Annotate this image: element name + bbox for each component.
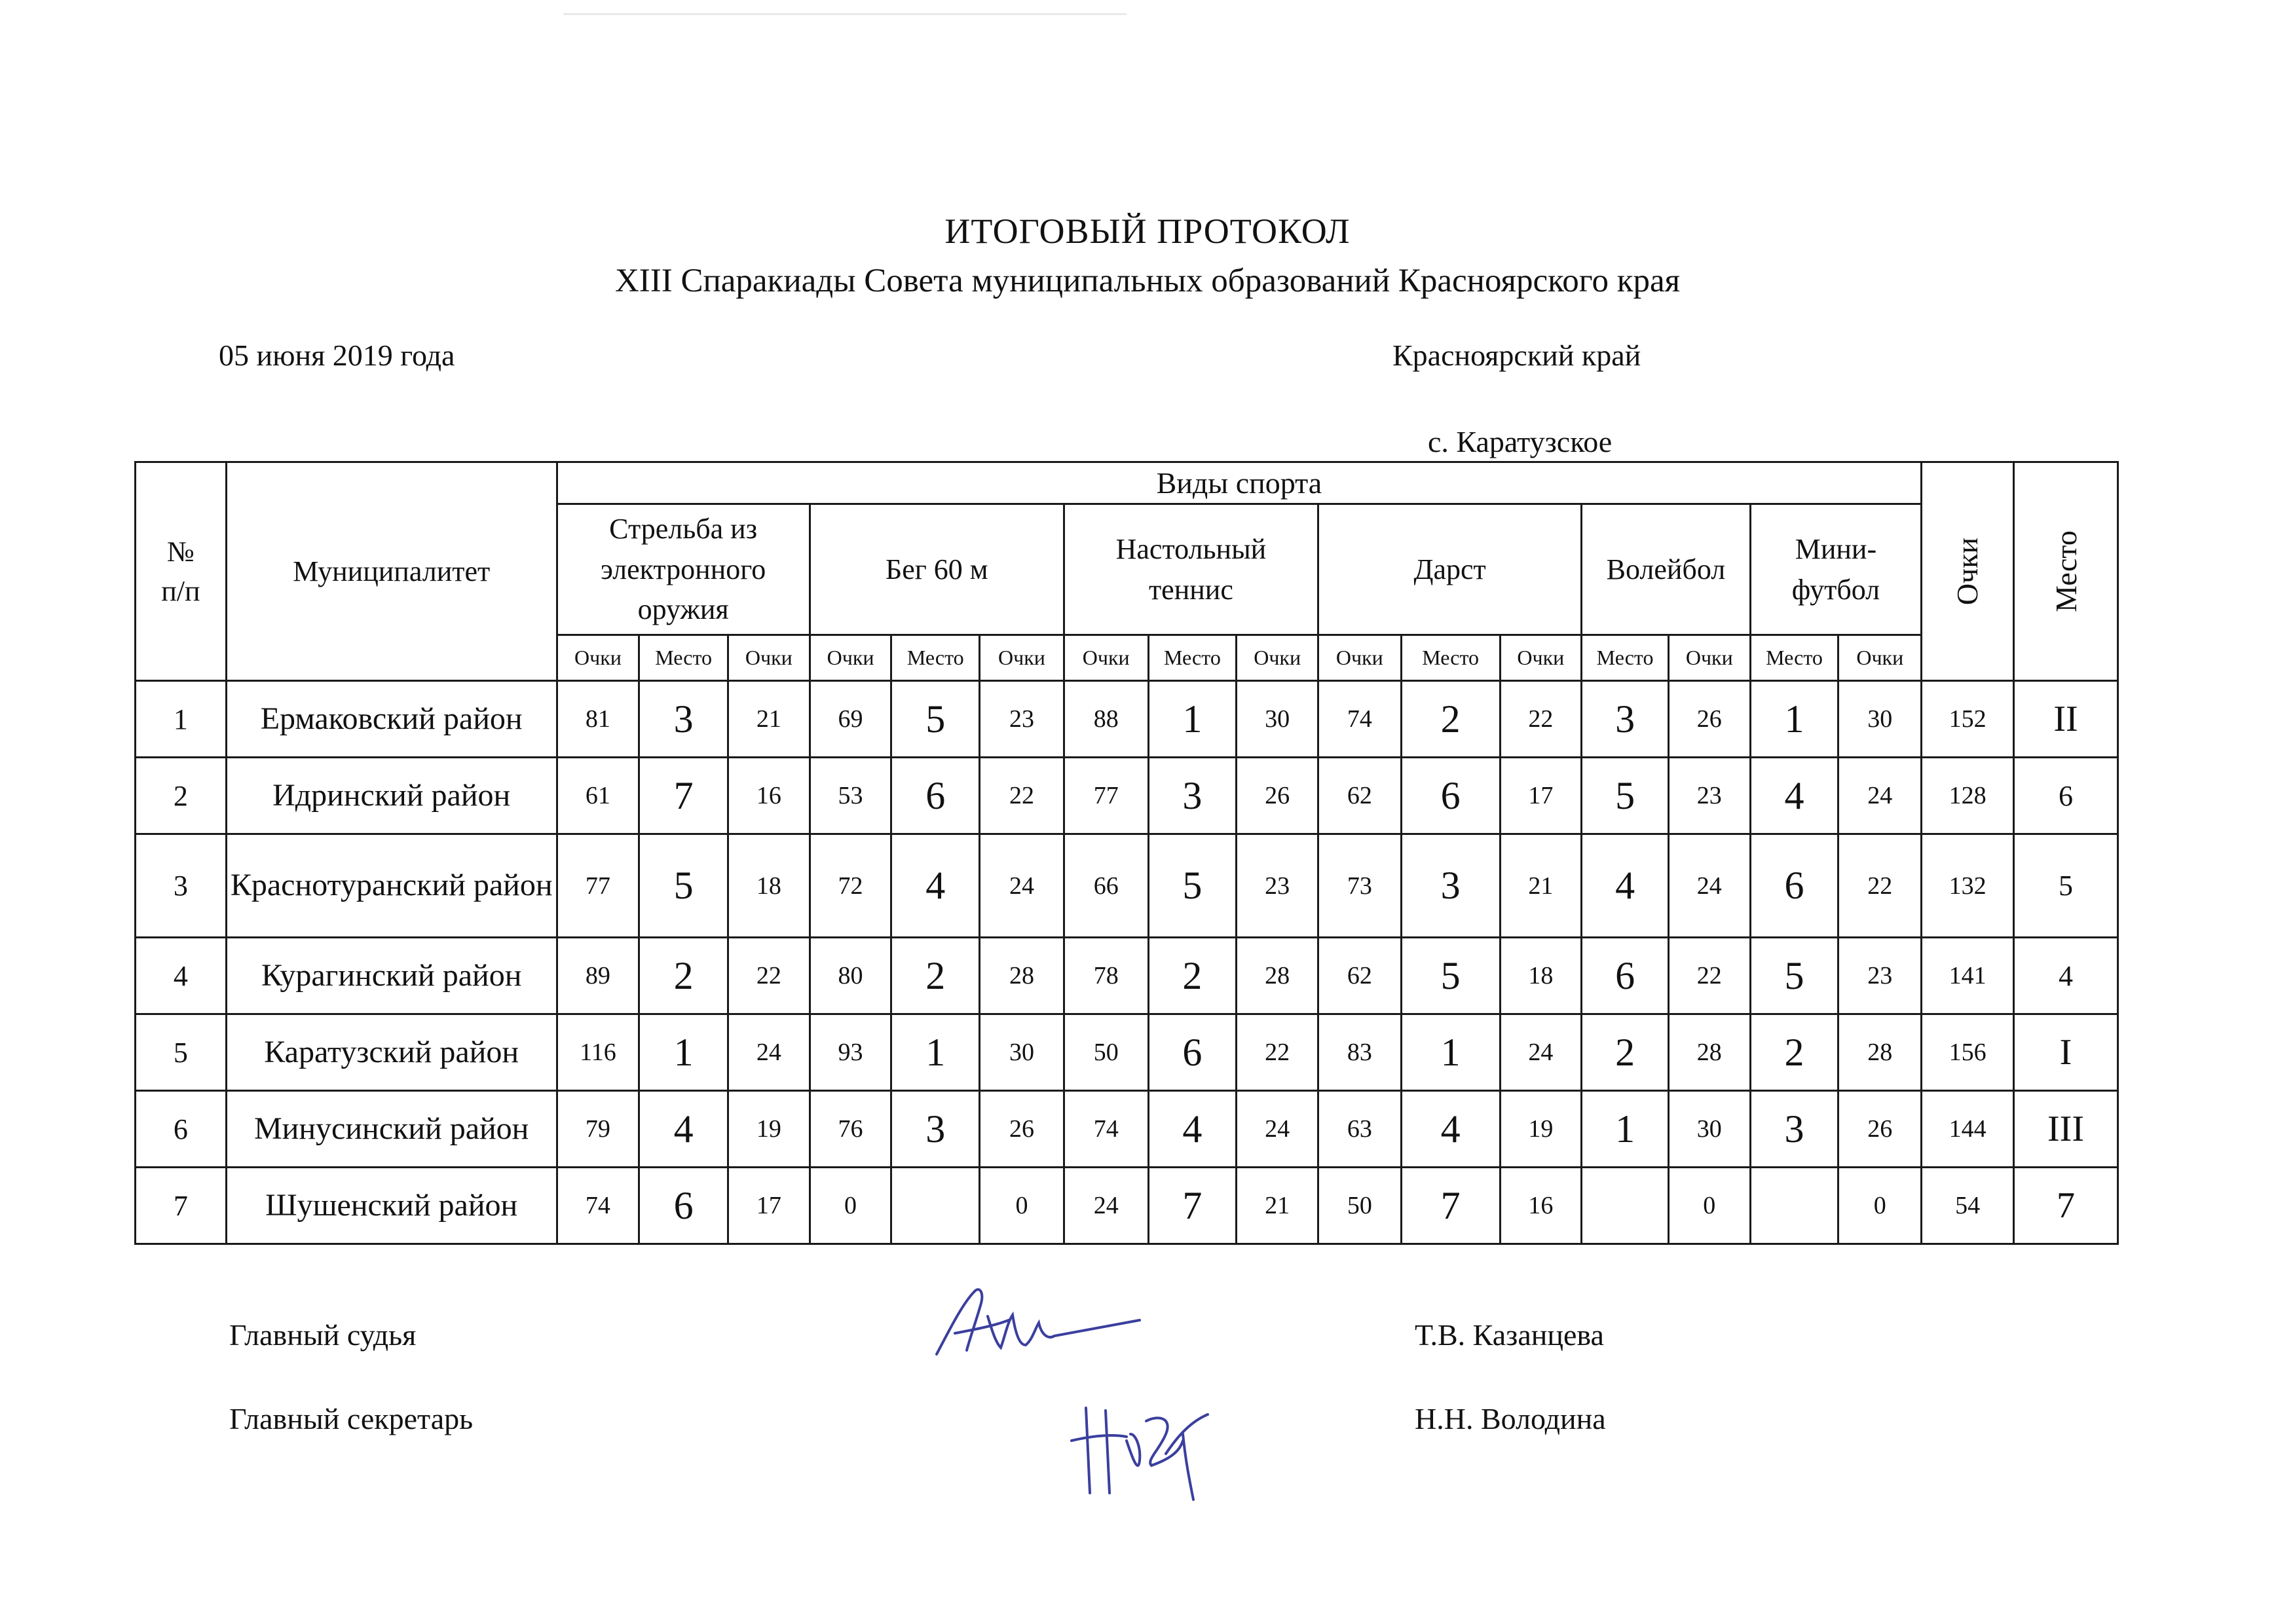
sport-points-cell: 24 [1668, 834, 1750, 938]
sport-points-cell: 66 [1064, 834, 1148, 938]
sport-points-cell: 16 [728, 758, 810, 834]
municipality-name: Минусинский район [226, 1091, 557, 1168]
sport-points-cell: 26 [1668, 681, 1750, 758]
header-sports: Виды спорта [557, 462, 1922, 504]
sport-points-cell: 24 [728, 1014, 810, 1091]
subheader-place: Место [1582, 635, 1669, 681]
sport-place-cell: 6 [891, 758, 980, 834]
judge-name: Т.В. Казанцева [1415, 1318, 1604, 1352]
sport-points-cell: 24 [1064, 1168, 1148, 1244]
sport-place-cell: 1 [891, 1014, 980, 1091]
sport-points-cell: 18 [1500, 938, 1582, 1014]
subheader-place: Место [1148, 635, 1237, 681]
sport-table-tennis: Настольный теннис [1064, 504, 1318, 635]
sport-points-cell: 30 [1838, 681, 1922, 758]
table-row [136, 1168, 2118, 1244]
sport-place-cell: 3 [891, 1091, 980, 1168]
sport-points-cell: 21 [1237, 1168, 1318, 1244]
secretary-label: Главный секретарь [229, 1402, 474, 1435]
sport-points-cell: 62 [1318, 758, 1401, 834]
sport-shooting: Стрельба из электронного оружия [557, 504, 810, 635]
sport-points-cell: 23 [1838, 938, 1922, 1014]
table-row [136, 1014, 2118, 1091]
municipality-name: Идринский район [226, 758, 557, 834]
sport-points-cell: 0 [980, 1168, 1064, 1244]
sport-points-cell: 28 [1668, 1014, 1750, 1091]
row-number: 5 [136, 1014, 227, 1091]
sport-points-cell: 22 [728, 938, 810, 1014]
final-place-cell: I [2013, 1014, 2118, 1091]
sport-volleyball: Волейбол [1582, 504, 1750, 635]
final-place-cell: 5 [2013, 834, 2118, 938]
sport-points-cell: 23 [1668, 758, 1750, 834]
document-region: Красноярский край [1392, 339, 1641, 372]
judge-signature [924, 1277, 1146, 1369]
total-points-cell: 156 [1922, 1014, 2014, 1091]
subheader-place: Место [639, 635, 728, 681]
sport-place-cell: 5 [639, 834, 728, 938]
sport-sprint: Бег 60 м [810, 504, 1064, 635]
sport-points-cell: 83 [1318, 1014, 1401, 1091]
sport-points-cell: 81 [557, 681, 639, 758]
sport-points-cell: 0 [1668, 1168, 1750, 1244]
sport-points-cell: 78 [1064, 938, 1148, 1014]
sport-points-cell: 22 [1838, 834, 1922, 938]
secretary-name: Н.Н. Володина [1415, 1402, 1606, 1435]
sport-place-cell: 6 [1582, 938, 1669, 1014]
secretary-signature [1068, 1395, 1218, 1506]
sport-place-cell: 3 [1401, 834, 1500, 938]
sport-points-cell: 28 [1237, 938, 1318, 1014]
sport-points-cell: 61 [557, 758, 639, 834]
sport-place-cell: 3 [1148, 758, 1237, 834]
sport-points-cell: 24 [980, 834, 1064, 938]
municipality-name: Краснотуранский район [226, 834, 557, 938]
document-subtitle: XIII Спаракиады Совета муниципальных образований Красноярского края [614, 263, 1681, 299]
subheader-points: Очки [810, 635, 891, 681]
subheader-points: Очки [557, 635, 639, 681]
sport-points-cell: 26 [1838, 1091, 1922, 1168]
sport-points-cell: 28 [1838, 1014, 1922, 1091]
sport-points-cell: 88 [1064, 681, 1148, 758]
sport-place-cell: 3 [1582, 681, 1669, 758]
sport-place-cell [891, 1168, 980, 1244]
subheader-place: Место [891, 635, 980, 681]
header-total-points: Очки [1922, 462, 2014, 681]
sport-points-cell: 28 [980, 938, 1064, 1014]
sport-place-cell: 1 [1750, 681, 1838, 758]
sport-place-cell: 1 [1148, 681, 1237, 758]
results-body [136, 681, 2118, 1244]
subheader-points: Очки [980, 635, 1064, 681]
total-points-cell: 152 [1922, 681, 2014, 758]
municipality-name: Шушенский район [226, 1168, 557, 1244]
sport-place-cell: 2 [1148, 938, 1237, 1014]
municipality-name: Курагинский район [226, 938, 557, 1014]
row-number: 2 [136, 758, 227, 834]
document-date: 05 июня 2019 года [219, 339, 455, 372]
sport-points-cell: 21 [1500, 834, 1582, 938]
municipality-name: Ермаковский район [226, 681, 557, 758]
sport-place-cell: 1 [1401, 1014, 1500, 1091]
sport-place-cell: 4 [1148, 1091, 1237, 1168]
sport-points-cell: 116 [557, 1014, 639, 1091]
subheader-points: Очки [1838, 635, 1922, 681]
sport-points-cell: 22 [1500, 681, 1582, 758]
total-points-cell: 144 [1922, 1091, 2014, 1168]
total-points-cell: 132 [1922, 834, 2014, 938]
sport-points-cell: 53 [810, 758, 891, 834]
municipality-name: Каратузский район [226, 1014, 557, 1091]
sport-points-cell: 74 [1064, 1091, 1148, 1168]
table-row [136, 938, 2118, 1014]
sport-place-cell [1582, 1168, 1669, 1244]
sport-points-cell: 89 [557, 938, 639, 1014]
total-points-cell: 54 [1922, 1168, 2014, 1244]
table-row [136, 1091, 2118, 1168]
sport-place-cell: 2 [891, 938, 980, 1014]
sport-points-cell: 22 [980, 758, 1064, 834]
final-place-cell: 7 [2013, 1168, 2118, 1244]
sport-points-cell: 24 [1237, 1091, 1318, 1168]
total-points-cell: 128 [1922, 758, 2014, 834]
document-place: с. Каратузское [1428, 425, 1613, 458]
sport-points-cell: 19 [728, 1091, 810, 1168]
document-title: ИТОГОВЫЙ ПРОТОКОЛ [944, 212, 1351, 251]
results-table [134, 461, 2119, 1245]
sport-place-cell: 2 [1582, 1014, 1669, 1091]
judge-label: Главный судья [229, 1318, 417, 1352]
subheader-points: Очки [1500, 635, 1582, 681]
sport-points-cell: 93 [810, 1014, 891, 1091]
sport-points-cell: 77 [557, 834, 639, 938]
sport-place-cell: 5 [1582, 758, 1669, 834]
sport-points-cell: 50 [1064, 1014, 1148, 1091]
sport-place-cell: 2 [1401, 681, 1500, 758]
sport-points-cell: 22 [1237, 1014, 1318, 1091]
table-row [136, 758, 2118, 834]
sport-darts: Дарст [1318, 504, 1581, 635]
sport-place-cell: 2 [639, 938, 728, 1014]
sport-points-cell: 24 [1500, 1014, 1582, 1091]
sport-points-cell: 21 [728, 681, 810, 758]
sport-points-cell: 26 [980, 1091, 1064, 1168]
final-place-cell: 6 [2013, 758, 2118, 834]
final-place-cell: 4 [2013, 938, 2118, 1014]
sport-points-cell: 77 [1064, 758, 1148, 834]
sport-points-cell: 17 [728, 1168, 810, 1244]
sport-place-cell: 7 [639, 758, 728, 834]
header-num: № п/п [136, 462, 227, 681]
subheader-place: Место [1750, 635, 1838, 681]
sport-place-cell: 3 [639, 681, 728, 758]
sport-place-cell: 6 [1148, 1014, 1237, 1091]
sport-points-cell: 19 [1500, 1091, 1582, 1168]
sport-place-cell: 7 [1401, 1168, 1500, 1244]
sport-place-cell: 1 [639, 1014, 728, 1091]
sport-place-cell [1750, 1168, 1838, 1244]
sport-points-cell: 74 [557, 1168, 639, 1244]
sport-place-cell: 5 [891, 681, 980, 758]
table-row [136, 834, 2118, 938]
subheader-points: Очки [1668, 635, 1750, 681]
sport-points-cell: 30 [980, 1014, 1064, 1091]
sport-points-cell: 22 [1668, 938, 1750, 1014]
sport-points-cell: 50 [1318, 1168, 1401, 1244]
sport-place-cell: 5 [1148, 834, 1237, 938]
sport-points-cell: 30 [1237, 681, 1318, 758]
sport-points-cell: 23 [980, 681, 1064, 758]
sport-points-cell: 0 [1838, 1168, 1922, 1244]
sport-points-cell: 73 [1318, 834, 1401, 938]
final-place-cell: II [2013, 681, 2118, 758]
row-number: 4 [136, 938, 227, 1014]
row-number: 7 [136, 1168, 227, 1244]
sport-place-cell: 6 [1750, 834, 1838, 938]
sport-points-cell: 69 [810, 681, 891, 758]
row-number: 1 [136, 681, 227, 758]
sport-points-cell: 79 [557, 1091, 639, 1168]
header-municipality: Муниципалитет [226, 462, 557, 681]
header-row-top [136, 462, 2118, 504]
sport-points-cell: 80 [810, 938, 891, 1014]
sport-place-cell: 2 [1750, 1014, 1838, 1091]
scan-artifact [563, 13, 1127, 15]
sport-place-cell: 4 [1750, 758, 1838, 834]
sport-points-cell: 72 [810, 834, 891, 938]
sport-points-cell: 30 [1668, 1091, 1750, 1168]
sport-place-cell: 6 [1401, 758, 1500, 834]
table-row [136, 681, 2118, 758]
row-number: 6 [136, 1091, 227, 1168]
sport-points-cell: 62 [1318, 938, 1401, 1014]
sport-mini-football: Мини-футбол [1750, 504, 1922, 635]
sport-points-cell: 0 [810, 1168, 891, 1244]
sport-place-cell: 4 [1582, 834, 1669, 938]
sport-place-cell: 6 [639, 1168, 728, 1244]
subheader-points: Очки [1318, 635, 1401, 681]
sport-place-cell: 4 [639, 1091, 728, 1168]
final-place-cell: III [2013, 1091, 2118, 1168]
sport-place-cell: 7 [1148, 1168, 1237, 1244]
sport-points-cell: 63 [1318, 1091, 1401, 1168]
subheader-points: Очки [1237, 635, 1318, 681]
subheader-points: Очки [1064, 635, 1148, 681]
sport-place-cell: 3 [1750, 1091, 1838, 1168]
subheader-place: Место [1401, 635, 1500, 681]
total-points-cell: 141 [1922, 938, 2014, 1014]
sport-points-cell: 23 [1237, 834, 1318, 938]
sport-place-cell: 1 [1582, 1091, 1669, 1168]
subheader-points: Очки [728, 635, 810, 681]
sport-place-cell: 4 [1401, 1091, 1500, 1168]
sport-points-cell: 18 [728, 834, 810, 938]
sport-points-cell: 76 [810, 1091, 891, 1168]
sport-points-cell: 17 [1500, 758, 1582, 834]
header-final-place: Место [2013, 462, 2118, 681]
sport-place-cell: 5 [1401, 938, 1500, 1014]
sport-place-cell: 4 [891, 834, 980, 938]
sport-points-cell: 26 [1237, 758, 1318, 834]
sport-points-cell: 74 [1318, 681, 1401, 758]
sport-place-cell: 5 [1750, 938, 1838, 1014]
row-number: 3 [136, 834, 227, 938]
sport-points-cell: 16 [1500, 1168, 1582, 1244]
sport-points-cell: 24 [1838, 758, 1922, 834]
